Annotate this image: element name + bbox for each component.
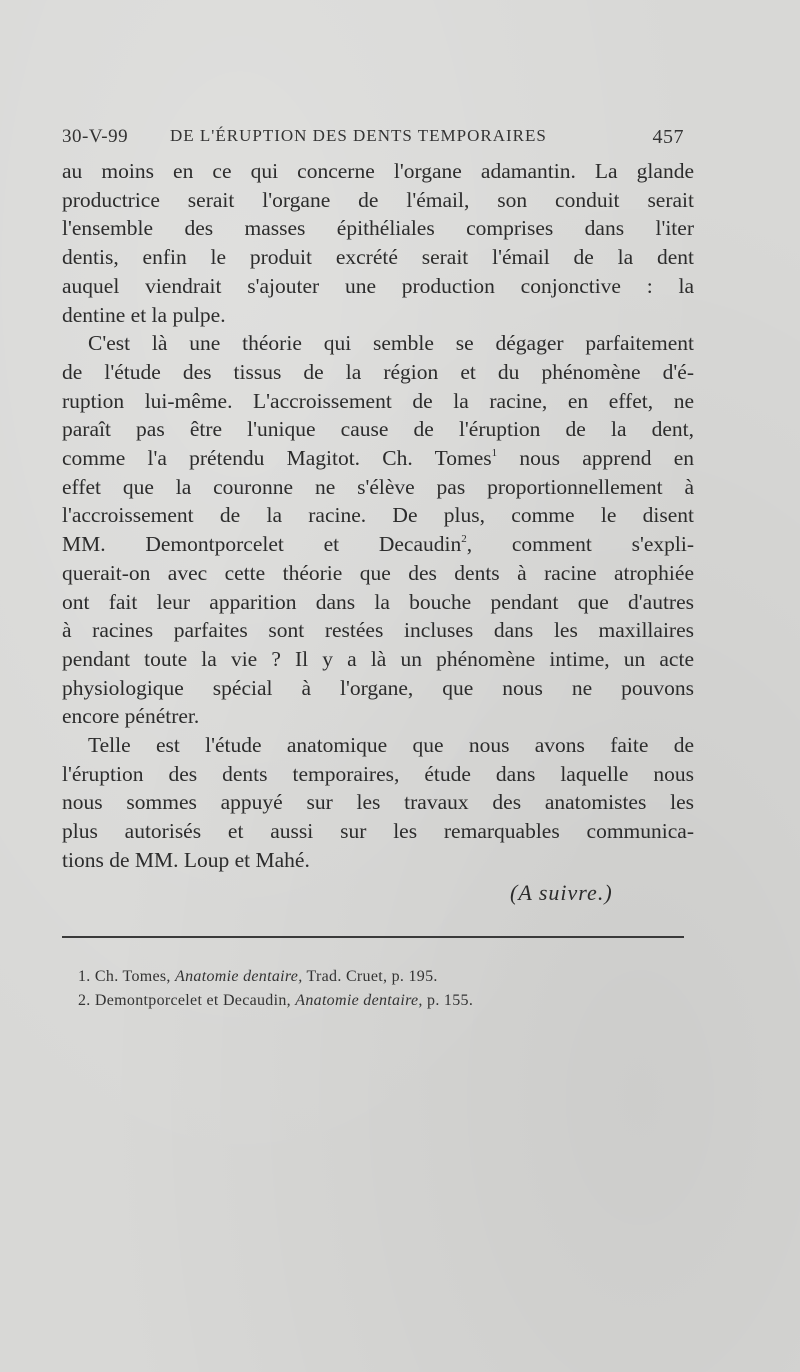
footnotes <box>78 965 678 1013</box>
text-line: dentine et la pulpe. <box>62 302 226 327</box>
paragraph-3 <box>62 731 694 875</box>
text-fragment: , comment s'expli- <box>466 532 694 557</box>
text-line: querait-on avec cette théorie que des dents à racine atrophiée <box>62 560 694 585</box>
running-header <box>62 120 684 154</box>
text-line: productrice serait l'organe de l'émail, son conduit serait <box>62 187 694 212</box>
footnote-ref-1: 1 <box>491 447 498 460</box>
text-line: ont fait leur apparition dans la bouche pendant que d'autres <box>62 589 694 614</box>
footnote-ref-2: 2 <box>461 533 467 546</box>
text-line: auquel viendrait s'ajouter une production conjonctive : la <box>62 273 694 298</box>
text-line: l'accroissement de la racine. De plus, comme le disent <box>62 503 694 528</box>
text-line: physiologique spécial à l'organe, que nous ne pouvons <box>62 675 694 700</box>
text-line <box>62 530 694 559</box>
text-line <box>62 444 694 473</box>
text-line: l'éruption des dents temporaires, étude dans laquelle nous <box>62 761 694 786</box>
footnote-2 <box>78 989 678 1013</box>
footnote-number: 2. <box>78 992 91 1009</box>
text-line: à racines parfaites sont restées incluses dans les maxillaires <box>62 618 694 643</box>
text-line: paraît pas être l'unique cause de l'éruption de la dent, <box>62 417 694 442</box>
footnote-detail: p. 155. <box>427 992 474 1009</box>
text-line: dentis, enfin le produit excrété serait l'émail de la dent <box>62 245 694 270</box>
footnote-number: 1. <box>78 968 91 985</box>
paragraph-1 <box>62 157 694 329</box>
footnote-divider <box>62 936 684 938</box>
text-line: l'ensemble des masses épithéliales comprises dans l'iter <box>62 216 694 241</box>
text-fragment: nous apprend en <box>519 446 695 471</box>
footnote-author: Ch. Tomes, <box>94 968 171 985</box>
footnote-work: Anatomie dentaire, <box>175 968 303 985</box>
body-text <box>62 157 694 875</box>
footnote-detail: Trad. Cruet, p. 195. <box>306 968 438 985</box>
text-line: Telle est l'étude anatomique que nous avons faite de <box>88 733 694 758</box>
text-line: nous sommes appuyé sur les travaux des anatomistes les <box>62 790 694 815</box>
text-line: ruption lui-même. L'accroissement de la racine, en effet, ne <box>62 388 694 413</box>
text-line: au moins en ce qui concerne l'organe adamantin. La glande <box>62 159 694 183</box>
text-fragment: MM. Demontporcelet et Decaudin <box>62 532 462 557</box>
text-fragment: comme l'a prétendu Magitot. Ch. Tomes <box>62 446 492 471</box>
text-line: tions de MM. Loup et Mahé. <box>62 847 310 872</box>
footnote-work: Anatomie dentaire, <box>295 992 423 1009</box>
header-title: DE L'ÉRUPTION DES DENTS TEMPORAIRES <box>170 126 547 145</box>
paragraph-2 <box>62 329 694 731</box>
text-line: de l'étude des tissus de la région et du phénomène d'é- <box>62 359 694 384</box>
text-line: encore pénétrer. <box>62 704 200 729</box>
text-line: C'est là une théorie qui semble se dégager parfaitement <box>88 331 694 356</box>
continuation-note: (A suivre.) <box>510 880 613 905</box>
page-number: 457 <box>652 126 684 148</box>
text-line: effet que la couronne ne s'élève pas proportionnellement à <box>62 474 694 499</box>
text-line: plus autorisés et aussi sur les remarquables communica- <box>62 819 694 844</box>
header-date: 30-V-99 <box>62 126 129 147</box>
footnote-author: Demontporcelet et Decaudin, <box>94 992 291 1009</box>
footnote-1 <box>78 965 678 989</box>
text-line: pendant toute la vie ? Il y a là un phénomène intime, un acte <box>62 646 694 671</box>
